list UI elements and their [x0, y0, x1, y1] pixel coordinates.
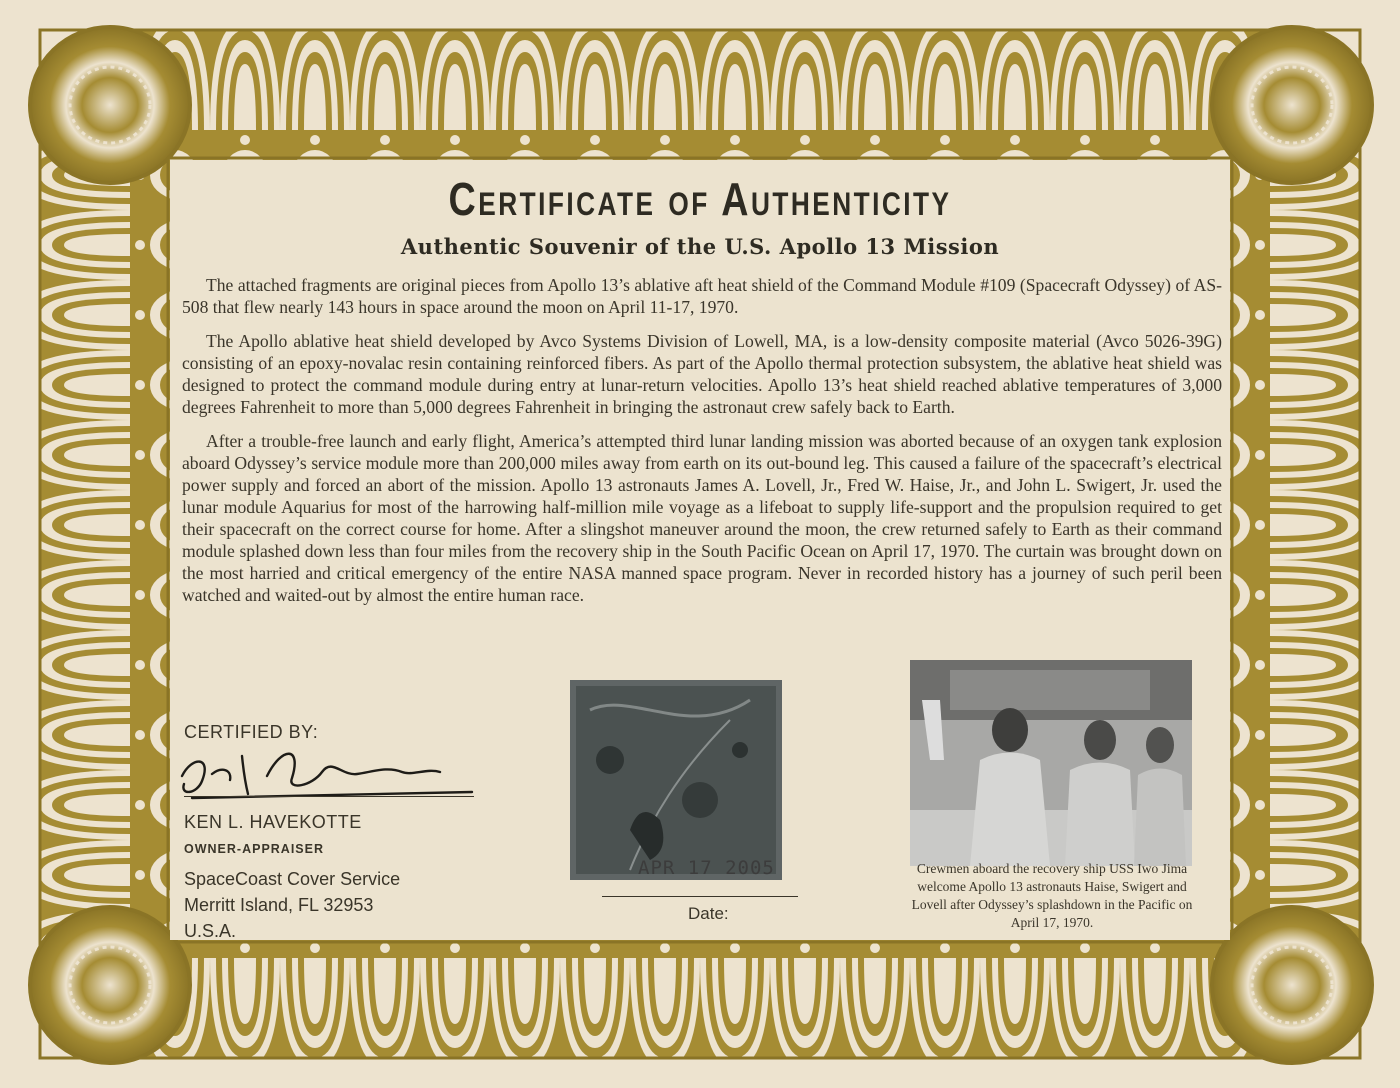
- certification-block: [184, 722, 514, 941]
- date-line: [602, 896, 798, 897]
- corner-rosette-icon: [1212, 907, 1372, 1063]
- paragraph: The attached fragments are original pieces from Apollo 13’s ablative aft heat shield of the Command Module #109 (Spacecraft Odyssey) of AS-508 that flew nearly 143 hours in space around the moon on April 11-17, 1970.: [182, 275, 1222, 317]
- photo-caption: Crewmen aboard the recovery ship USS Iwo Jima welcome Apollo 13 astronauts Haise, Swigert and Lovell after Odyssey’s splashdown in the Pacific on April 17, 1970.: [911, 861, 1193, 930]
- corner-rosette-icon: [1212, 27, 1372, 183]
- certificate-title: Certificate of Authenticity: [448, 173, 952, 225]
- date-stamp: APR 17 2005: [638, 857, 775, 879]
- certifier-address: [184, 866, 400, 944]
- paragraph: After a trouble-free launch and early flight, America’s attempted third lunar landing mission was aborted because of an oxygen tank explosion aboard Odyssey’s service module more than 200,000 miles away from earth on its out-bound leg. This caused a failure of the spacecraft’s electrical power supply and forced an abort of the mission. Apollo 13 astronauts James A. Lovell, Jr., Fred W. Haise, Jr., and John L. Swigert, Jr. used the lunar module Aquarius for most of the harrowing half-million mile voyage as a lifeboat to supply life-support and the propulsion required to get their spacecraft on the correct course for home. After a slingshot maneuver around the moon, the crew returned safely to Earth as their command module splashed down less than four miles from the recovery ship in the South Pacific Ocean on April 17, 1970. The curtain was brought down on the most harried and critical emergency of the entire NASA manned space program. Never in recorded history has a journey of such peril been watched and waited-out by almost the entire human race.: [182, 431, 1222, 605]
- crew-photo: [910, 660, 1192, 866]
- paragraph: The Apollo ablative heat shield developed by Avco Systems Division of Lowell, MA, is a low-density composite material (Avco 5026-39G) consisting of an epoxy-novalac resin containing reinforced fibers. As part of the Apollo thermal protection subsystem, the ablative heat shield was designed to protect the command module during entry at lunar-return velocities. Apollo 13’s heat shield reached ablative temperatures of 3,000 degrees Fahrenheit to more than 5,000 degrees Fahrenheit in bringing the astronaut crew safely back to Earth.: [182, 331, 1222, 417]
- corner-rosette-icon: [30, 27, 190, 183]
- company-name: SpaceCoast Cover Service: [184, 869, 401, 889]
- certificate-text: [182, 274, 1222, 618]
- heat-shield-fragment-image: [570, 680, 782, 880]
- certificate-subtitle: Authentic Souvenir of the U.S. Apollo 13 Mission: [400, 234, 1000, 259]
- certificate-body: [170, 160, 1230, 940]
- date-label: Date:: [688, 904, 729, 923]
- certified-by-label: CERTIFIED BY:: [184, 722, 319, 742]
- certifier-name: KEN L. HAVEKOTTE: [184, 812, 362, 832]
- country-line: U.S.A.: [184, 921, 237, 941]
- certifier-role: OWNER-APPRAISER: [184, 842, 325, 856]
- city-line: Merritt Island, FL 32953: [184, 895, 374, 915]
- corner-rosette-icon: [30, 907, 190, 1063]
- signature-line: [184, 796, 474, 797]
